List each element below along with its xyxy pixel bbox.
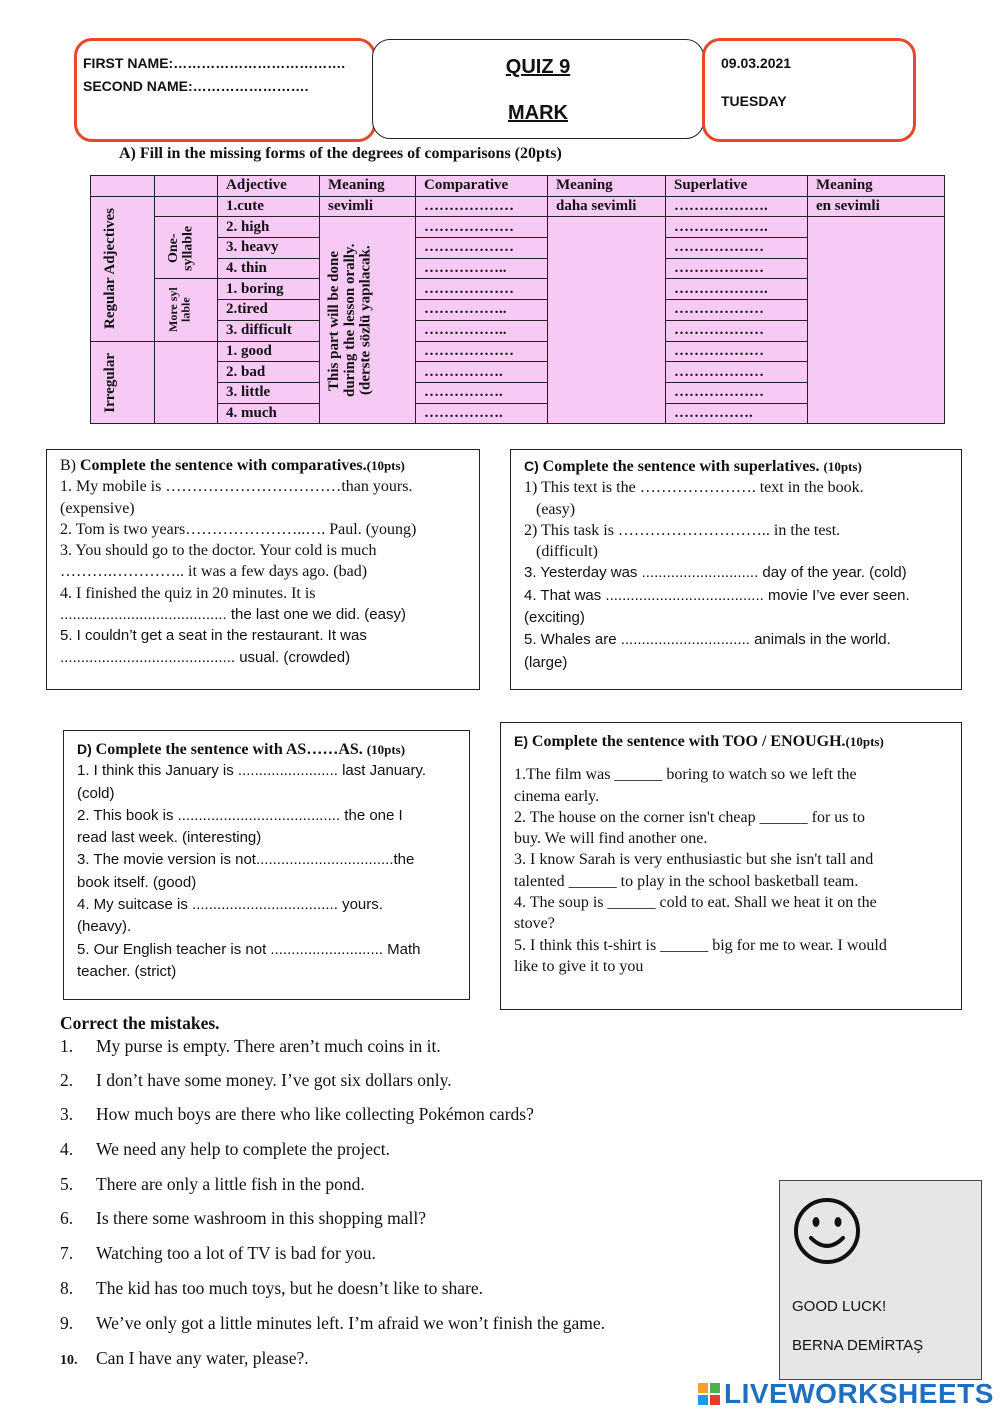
sentence-line: buy. We will find another one. (514, 830, 708, 848)
sentence-line[interactable]: 2. Tom is two years…………………..…. Paul. (young) (60, 520, 417, 538)
sentence-line: (easy) (536, 500, 576, 518)
example-meaning: sevimli (320, 196, 416, 217)
superlative-blank[interactable]: ……………… (666, 341, 808, 362)
col-header-comp-meaning: Meaning (548, 176, 666, 197)
sentence-line: 3. You should go to the doctor. Your cold is much (60, 542, 377, 560)
sentence-line[interactable]: 4. That was ...................................... movie I’ve ever seen. (524, 586, 910, 604)
sentence-line[interactable]: 3. The movie version is not.................................the (77, 851, 415, 869)
list-item (60, 1036, 441, 1057)
col-header-adjective: Adjective (218, 176, 320, 197)
item-text: Is there some washroom in this shopping mall? (96, 1208, 427, 1228)
section-b-box (46, 449, 480, 690)
day-text: TUESDAY (721, 93, 787, 109)
comparative-blank[interactable]: ……………. (416, 382, 548, 403)
section-a-instruction: A) Fill in the missing forms of the degrees of comparisons (20pts) (119, 145, 562, 162)
col-header-sup-meaning: Meaning (808, 176, 945, 197)
adjective-cell: 2. bad (218, 362, 320, 383)
liveworksheets-brand[interactable]: LIVEWORKSHEETS (724, 1378, 994, 1409)
sentence-line: teacher. (strict) (77, 962, 177, 980)
section-e-points: (10pts) (845, 734, 884, 749)
comparative-blank[interactable]: ……………… (416, 341, 548, 362)
sentence-line: (large) (524, 653, 568, 671)
adjective-cell: 3. little (218, 382, 320, 403)
group-regular-cell (91, 196, 155, 341)
empty-cell (155, 341, 218, 424)
example-comparative[interactable]: ……………… (416, 196, 548, 217)
section-c-title-text: Complete the sentence with superlatives. (542, 458, 820, 475)
superlative-blank[interactable]: ……………… (666, 362, 808, 383)
smiley-face-icon (792, 1196, 862, 1266)
superlative-blank[interactable]: ……………… (666, 382, 808, 403)
list-item (60, 1104, 534, 1125)
sub-one-label: One-syllable (166, 225, 196, 271)
example-adjective: 1.cute (218, 196, 320, 217)
adjective-cell: 4. much (218, 403, 320, 424)
item-number: 1. (60, 1036, 74, 1056)
item-number: 4. (60, 1139, 74, 1159)
sentence-line[interactable]: ........................................ the last one we did. (easy) (60, 606, 406, 624)
section-b-title-text: Complete the sentence with comparatives. (80, 457, 367, 474)
col-header-comparative: Comparative (416, 176, 548, 197)
section-c-points: (10pts) (823, 459, 862, 474)
list-item (60, 1174, 365, 1195)
table-row (91, 217, 945, 238)
sub-one-cell (155, 217, 218, 279)
empty-cell (91, 176, 155, 197)
name-box (74, 38, 376, 142)
comparative-blank[interactable]: …………….. (416, 320, 548, 341)
author-name: BERNA DEMİRTAŞ (792, 1337, 924, 1354)
adjective-cell: 1. good (218, 341, 320, 362)
item-text: There are only a little fish in the pond. (96, 1174, 365, 1194)
sentence-line: (difficult) (536, 543, 598, 561)
sentence-line: 3. I know Sarah is very enthusiastic but she isn't tall and (514, 851, 874, 869)
sentence-line[interactable]: 2. This book is ....................................... the one I (77, 806, 403, 824)
empty-meaning-cell (548, 217, 666, 424)
comparison-table (90, 175, 945, 424)
adjective-cell: 3. heavy (218, 238, 320, 259)
list-item (60, 1313, 605, 1334)
empty-cell (155, 176, 218, 197)
example-superlative[interactable]: ………………. (666, 196, 808, 217)
section-c-prefix: C) (524, 458, 543, 474)
item-text: We’ve only got a little minutes left. I’m afraid we won’t finish the game. (96, 1313, 606, 1333)
item-number: 3. (60, 1104, 74, 1124)
first-name-label: FIRST NAME:………………………………. (83, 55, 346, 71)
example-comp-meaning: daha sevimli (548, 196, 666, 217)
item-number: 9. (60, 1313, 74, 1333)
sentence-line[interactable]: 1. I think this January is ........................ last January. (77, 762, 427, 780)
sentence-line[interactable]: talented ______ to play in the school basketball team. (514, 872, 859, 890)
sentence-line[interactable]: 1.The film was ______ boring to watch so we left the (514, 766, 857, 784)
superlative-blank[interactable]: ………………. (666, 279, 808, 300)
oral-note: This part will be done during the lesson orally.(derste sözlü yapılacak. (325, 243, 373, 397)
item-number: 6. (60, 1208, 74, 1228)
quiz-title: QUIZ 9 (505, 56, 571, 78)
date-text: 09.03.2021 (721, 55, 792, 71)
section-d-points: (10pts) (366, 742, 406, 757)
sentence-line[interactable]: 4. My suitcase is ................................... yours. (77, 896, 383, 914)
superlative-blank[interactable]: ……………… (666, 320, 808, 341)
section-e-prefix: E) (514, 733, 532, 749)
item-number: 7. (60, 1243, 74, 1263)
adjective-cell: 3. difficult (218, 320, 320, 341)
item-text: Watching too a lot of TV is bad for you. (96, 1243, 376, 1263)
section-c-box (510, 449, 962, 690)
sentence-line: (expensive) (60, 499, 135, 517)
second-name-label: SECOND NAME:……………………. (83, 78, 309, 94)
section-d-title (77, 739, 469, 760)
liveworksheets-logo-icon (698, 1383, 720, 1405)
quiz-title-box (372, 39, 704, 139)
section-e-title-text: Complete the sentence with TOO / ENOUGH. (531, 733, 846, 750)
empty-cell (155, 196, 218, 217)
sentence-line[interactable]: 5. Our English teacher is not ........................... Math (77, 940, 421, 958)
good-luck-box (779, 1180, 982, 1380)
list-item (60, 1139, 390, 1160)
list-item (60, 1208, 426, 1229)
comparative-blank[interactable]: ……………. (416, 362, 548, 383)
sentence-line[interactable]: 2) This task is ……………………….. in the test. (524, 521, 841, 539)
sub-more-cell (155, 279, 218, 341)
adjective-cell: 1. boring (218, 279, 320, 300)
sentence-line: read last week. (interesting) (77, 829, 262, 847)
sentence-line: (heavy). (77, 918, 132, 936)
superlative-blank[interactable]: ……………. (666, 403, 808, 424)
sentence-line: stove? (514, 915, 555, 933)
item-text: The kid has too much toys, but he doesn’t like to share. (96, 1278, 484, 1298)
section-b-title (60, 455, 479, 476)
sentence-line[interactable]: ……….………….. it was a few days ago. (bad) (60, 563, 368, 581)
empty-meaning-cell (808, 217, 945, 424)
section-d-box (63, 730, 470, 1000)
comparative-blank[interactable]: …………….. (416, 300, 548, 321)
item-number: 5. (60, 1174, 74, 1194)
sentence-line: (cold) (77, 784, 115, 802)
section-c-title (524, 456, 961, 477)
sentence-line: (exciting) (524, 609, 585, 627)
adjective-cell: 4. thin (218, 258, 320, 279)
sentence-line: like to give it to you (514, 957, 644, 975)
superlative-blank[interactable]: ……………… (666, 258, 808, 279)
superlative-blank[interactable]: ……………… (666, 238, 808, 259)
sentence-line: cinema early. (514, 787, 600, 805)
comparative-blank[interactable]: ……………. (416, 403, 548, 424)
section-d-title-text: Complete the sentence with AS……AS. (95, 741, 363, 758)
group-irregular-label: Irregular (101, 352, 118, 413)
example-sup-meaning: en sevimli (808, 196, 945, 217)
item-text: I don’t have some money. I’ve got six dollars only. (96, 1070, 452, 1090)
item-text: Can I have any water, please?. (96, 1348, 309, 1368)
superlative-blank[interactable]: ……………… (666, 300, 808, 321)
sentence-line[interactable]: 1. My mobile is ……………………………than yours. (60, 478, 413, 496)
adjective-cell: 2. high (218, 217, 320, 238)
item-number: 8. (60, 1278, 74, 1298)
mark-label: MARK (508, 102, 568, 124)
item-text: My purse is empty. There aren’t much coins in it. (96, 1036, 441, 1056)
sentence-line[interactable]: .......................................... usual. (crowded) (60, 648, 351, 666)
sentence-line[interactable]: 5. I think this t-shirt is ______ big for me to wear. I would (514, 936, 887, 954)
item-text: How much boys are there who like collecting Pokémon cards? (96, 1104, 534, 1124)
sentence-line[interactable]: 5. Whales are ............................... animals in the world. (524, 631, 891, 649)
sentence-line[interactable]: 2. The house on the corner isn't cheap ______ for us to (514, 808, 865, 826)
table-header-row (91, 176, 945, 197)
comparative-blank[interactable]: ……………… (416, 238, 548, 259)
col-header-meaning: Meaning (320, 176, 416, 197)
list-item (60, 1243, 376, 1264)
list-item (60, 1070, 452, 1091)
item-number: 10. (60, 1353, 78, 1368)
superlative-blank[interactable]: ………………. (666, 217, 808, 238)
list-item (60, 1348, 309, 1369)
date-box (702, 38, 916, 142)
sentence-line[interactable]: 1) This text is the …………………. text in the book. (524, 479, 864, 497)
sentence-line: book itself. (good) (77, 873, 197, 891)
section-b-points: (10pts) (366, 458, 405, 473)
item-number: 2. (60, 1070, 74, 1090)
oral-note-cell (320, 217, 416, 424)
item-text: We need any help to complete the project. (96, 1139, 391, 1159)
table-row (91, 196, 945, 217)
group-regular-label: Regular Adjectives (101, 208, 118, 330)
section-d-prefix: D) (77, 741, 96, 757)
sentence-line: 5. I couldn’t get a seat in the restaurant. It was (60, 627, 367, 645)
section-b-prefix: B) (60, 457, 80, 474)
mistakes-title: Correct the mistakes. (60, 1013, 220, 1033)
section-e-title (514, 731, 961, 752)
comparative-blank[interactable]: ……………… (416, 279, 548, 300)
group-irregular-cell (91, 341, 155, 424)
adjective-cell: 2.tired (218, 300, 320, 321)
sub-more-label: More syllable (166, 287, 193, 333)
sentence-line[interactable]: 3. Yesterday was ............................ day of the year. (cold) (524, 564, 907, 582)
comparative-blank[interactable]: …………….. (416, 258, 548, 279)
comparative-blank[interactable]: ……………… (416, 217, 548, 238)
list-item (60, 1278, 483, 1299)
sentence-line: 4. I finished the quiz in 20 minutes. It is (60, 584, 316, 602)
sentence-line[interactable]: 4. The soup is ______ cold to eat. Shall we heat it on the (514, 894, 877, 912)
good-luck-text: GOOD LUCK! (792, 1298, 887, 1315)
section-e-box (500, 722, 962, 1010)
col-header-superlative: Superlative (666, 176, 808, 197)
spacer (514, 752, 961, 764)
